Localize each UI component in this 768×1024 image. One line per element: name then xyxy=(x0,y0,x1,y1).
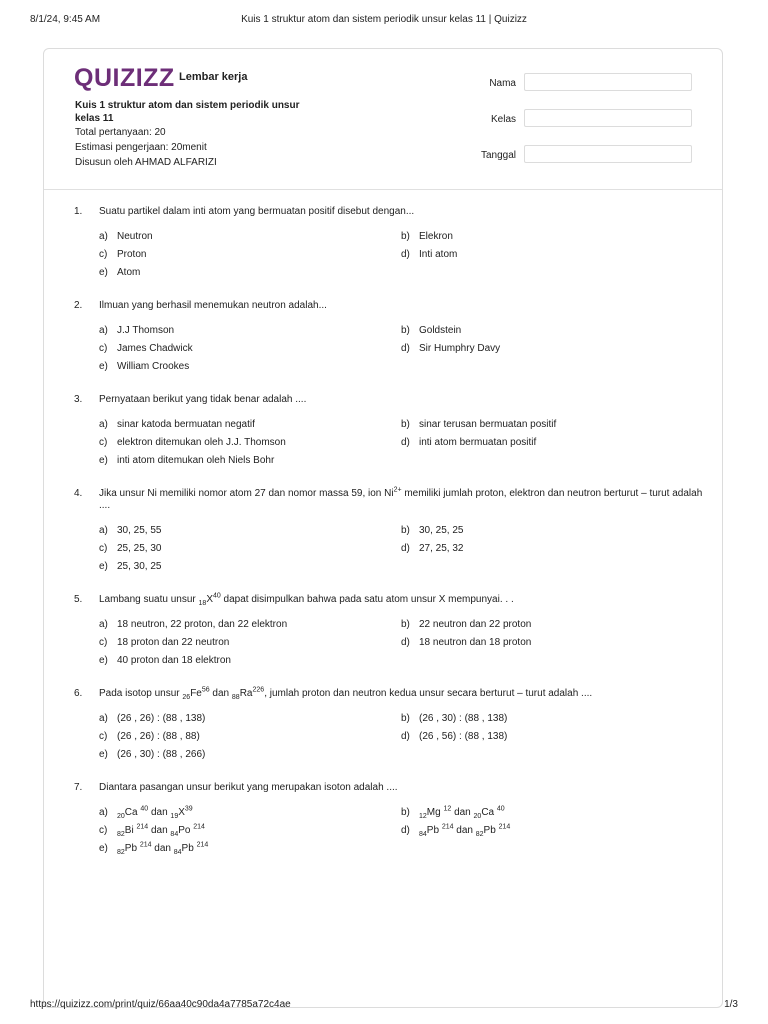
question-text: Lambang suatu unsur $_{18}X^{40}$ dapat disimpulkan bahwa pada satu atom unsur X mempunyai. . . xyxy=(99,592,514,607)
question-4 xyxy=(74,488,714,573)
question-text: Suatu partikel dalam inti atom yang bermuatan positif disebut dengan... xyxy=(99,206,415,217)
question-number: 1. xyxy=(74,206,83,217)
date-label: Tanggal xyxy=(480,150,516,161)
option-c: c) (26 , 26) : (88 , 88) xyxy=(99,731,200,742)
question-7 xyxy=(74,782,714,855)
option-a: a) 30, 25, 55 xyxy=(99,525,162,536)
question-5 xyxy=(74,594,714,667)
option-a: a) $_{20}$Ca $^{40}$ dan $_{19}X^{39}$ xyxy=(99,805,193,820)
print-footer xyxy=(30,999,738,1013)
option-c: c) elektron ditemukan oleh J.J. Thomson xyxy=(99,437,286,448)
question-number: 7. xyxy=(74,782,83,793)
question-number: 3. xyxy=(74,394,83,405)
question-3 xyxy=(74,394,714,467)
author: Disusun oleh AHMAD ALFARIZI xyxy=(75,157,217,168)
question-number: 5. xyxy=(74,594,83,605)
option-b: b) (26 , 30) : (88 , 138) xyxy=(401,713,508,724)
print-datetime: 8/1/24, 9:45 AM xyxy=(30,14,101,25)
option-d: d) Sir Humphry Davy xyxy=(401,343,501,354)
option-e: e) $_{82}$Pb $^{214}$ dan $_{84}$Pb $^{214}$ xyxy=(99,841,209,856)
option-a: a) J.J Thomson xyxy=(99,325,175,336)
question-text: Diantara pasangan unsur berikut yang merupakan isoton adalah .... xyxy=(99,782,398,793)
class-field[interactable] xyxy=(524,109,692,127)
worksheet-header xyxy=(44,49,722,190)
worksheet-label: Lembar kerja xyxy=(179,71,248,83)
option-d: d) 27, 25, 32 xyxy=(401,543,464,554)
question-text: Ilmuan yang berhasil menemukan neutron adalah... xyxy=(99,300,327,311)
question-list xyxy=(74,206,714,876)
page-number: 1/3 xyxy=(724,999,738,1010)
option-a: a) 18 neutron, 22 proton, dan 22 elektron xyxy=(99,619,288,630)
question-number: 6. xyxy=(74,688,83,699)
option-c: c) Proton xyxy=(99,249,147,260)
name-field[interactable] xyxy=(524,73,692,91)
option-e: e) (26 , 30) : (88 , 266) xyxy=(99,749,206,760)
worksheet xyxy=(43,48,723,1008)
option-d: d) $_{84}$Pb $^{214}$ dan $_{82}$Pb $^{214}$ xyxy=(401,823,511,838)
option-b: b) 22 neutron dan 22 proton xyxy=(401,619,532,630)
option-b: b) $_{12}$Mg $^{12}$ dan $_{20}$Ca $^{40}$ xyxy=(401,805,505,820)
name-label: Nama xyxy=(489,78,516,89)
question-number: 2. xyxy=(74,300,83,311)
question-text: Pernyataan berikut yang tidak benar adalah .... xyxy=(99,394,307,405)
option-e: e) inti atom ditemukan oleh Niels Bohr xyxy=(99,455,275,466)
option-c: c) 18 proton dan 22 neutron xyxy=(99,637,230,648)
option-a: a) sinar katoda bermuatan negatif xyxy=(99,419,255,430)
option-b: b) Elekron xyxy=(401,231,453,242)
question-text: Pada isotop unsur $_{26}Fe^{56}$ dan $_{88}Ra^{226}$, jumlah proton dan neutron kedua unsur secara berturut – turut adalah .... xyxy=(99,686,593,701)
total-questions: Total pertanyaan: 20 xyxy=(75,127,166,138)
question-number: 4. xyxy=(74,488,83,499)
option-d: d) 18 neutron dan 18 proton xyxy=(401,637,532,648)
option-a: a) Neutron xyxy=(99,231,153,242)
print-page-title: Kuis 1 struktur atom dan sistem periodik unsur kelas 11 | Quizizz xyxy=(241,14,527,25)
question-2 xyxy=(74,300,714,373)
question-text: Jika unsur Ni memiliki nomor atom 27 dan nomor massa 59, ion $Ni^{2+}$ memiliki jumlah proton, elektron dan neutron berturut – turut adalah .... xyxy=(99,486,703,511)
option-e: e) 40 proton dan 18 elektron xyxy=(99,655,231,666)
option-d: d) Inti atom xyxy=(401,249,458,260)
option-c: c) $_{82}$Bi $^{214}$ dan $_{84}$Po $^{214}$ xyxy=(99,823,205,838)
print-url: https://quizizz.com/print/quiz/66aa40c90da4a7785a72c4ae xyxy=(30,999,291,1010)
option-e: e) 25, 30, 25 xyxy=(99,561,162,572)
question-1 xyxy=(74,206,714,279)
class-label: Kelas xyxy=(490,114,516,125)
option-c: c) James Chadwick xyxy=(99,343,193,354)
option-c: c) 25, 25, 30 xyxy=(99,543,162,554)
option-b: b) Goldstein xyxy=(401,325,462,336)
option-b: b) sinar terusan bermuatan positif xyxy=(401,419,557,430)
option-e: e) Atom xyxy=(99,267,141,278)
option-b: b) 30, 25, 25 xyxy=(401,525,464,536)
option-d: d) (26 , 56) : (88 , 138) xyxy=(401,731,508,742)
quizizz-logo: QUIZIZZ xyxy=(74,64,175,92)
question-6 xyxy=(74,688,714,761)
option-a: a) (26 , 26) : (88 , 138) xyxy=(99,713,206,724)
quiz-title: Kuis 1 struktur atom dan sistem periodik unsur kelas 11 xyxy=(75,100,300,124)
date-field[interactable] xyxy=(524,145,692,163)
estimated-time: Estimasi pengerjaan: 20menit xyxy=(75,142,207,153)
option-d: d) inti atom bermuatan positif xyxy=(401,437,537,448)
option-e: e) William Crookes xyxy=(99,361,190,372)
print-header xyxy=(30,14,738,28)
